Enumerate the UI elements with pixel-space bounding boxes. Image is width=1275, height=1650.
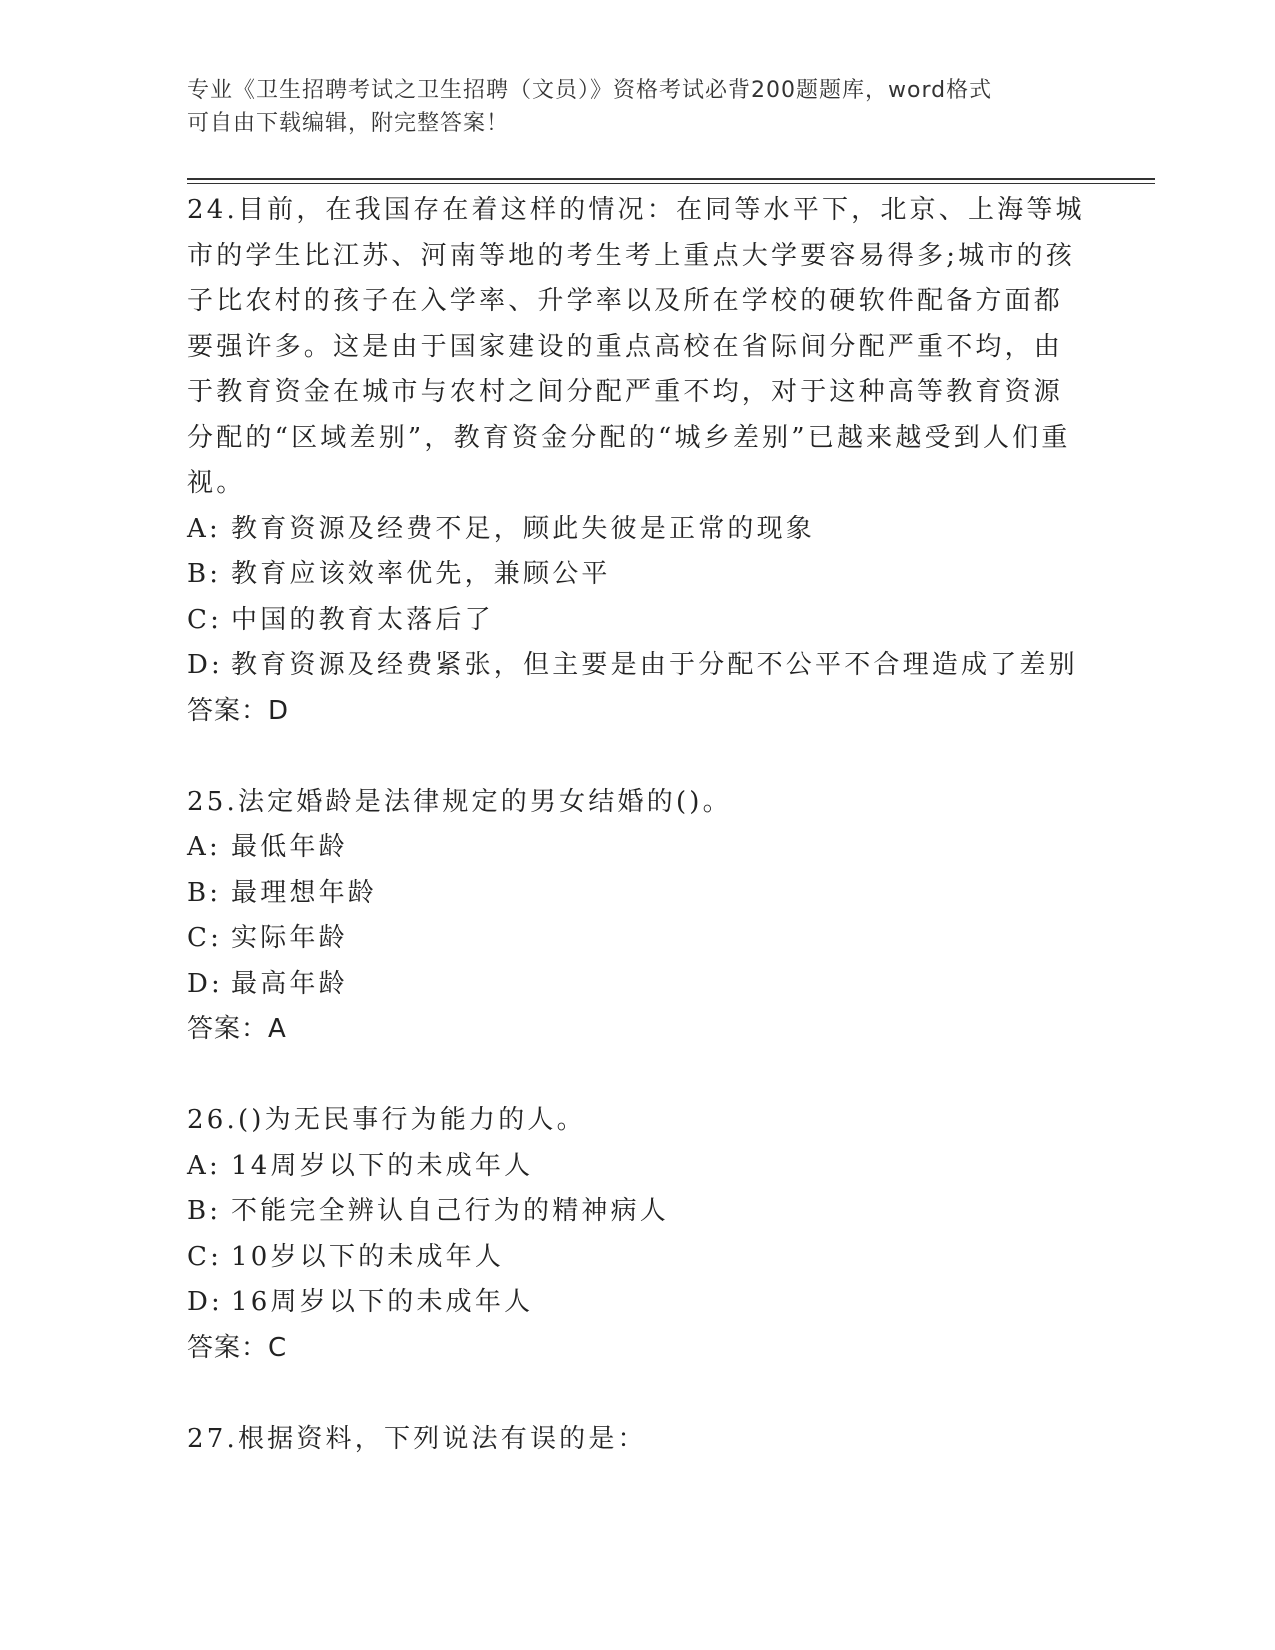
question-26 <box>187 1098 1087 1371</box>
option-text: 实际年龄 <box>231 923 348 953</box>
option-key: B: <box>187 559 222 589</box>
header-line-2: 可自由下载编辑，附完整答案！ <box>187 111 510 136</box>
option-c <box>187 598 1087 644</box>
option-key: A: <box>187 1150 221 1181</box>
question-stem: 24.目前，在我国存在着这样的情况：在同等水平下，北京、上海等城市的学生比江苏、河南等地的考生考上重点大学要容易得多;城市的孩子比农村的孩子在入学率、升学率以及所在学校的硬软件配备方面都要强许多。这是由于国家建设的重点高校在省际间分配严重不均，由于教育资金在城市与农村之间分配严重不均，对于这种高等教育资源分配的“区域差别”，教育资金分配的“城乡差别”已越来越受到人们重视。 <box>187 195 1085 498</box>
option-a <box>187 825 1087 871</box>
option-text: 最理想年龄 <box>231 877 378 908</box>
option-c <box>187 916 1087 962</box>
question-stem: 27.根据资料，下列说法有误的是： <box>187 1423 647 1454</box>
option-text: 14周岁以下的未成年人 <box>231 1150 534 1181</box>
option-key: B: <box>187 1196 222 1226</box>
question-stem: 25.法定婚龄是法律规定的男女结婚的()。 <box>187 786 732 817</box>
option-d <box>187 962 1087 1008</box>
option-key: D: <box>187 968 224 999</box>
option-b <box>187 552 1087 598</box>
option-key: A: <box>187 832 221 862</box>
answer-line: 答案：C <box>187 1332 288 1363</box>
question-stem: 26.()为无民事行为能力的人。 <box>187 1105 586 1135</box>
option-key: D: <box>187 1287 224 1317</box>
option-key: C: <box>187 1241 223 1272</box>
question-27 <box>187 1417 1087 1463</box>
option-key: B: <box>187 877 222 908</box>
option-key: A: <box>187 513 221 544</box>
option-d <box>187 1280 1087 1326</box>
option-text: 最高年龄 <box>231 968 348 999</box>
option-text: 不能完全辨认自己行为的精神病人 <box>231 1196 670 1226</box>
question-25 <box>187 780 1087 1053</box>
question-list <box>187 188 1087 1508</box>
option-c <box>187 1235 1087 1281</box>
option-text: 教育资源及经费不足，顾此失彼是正常的现象 <box>231 513 816 544</box>
option-text: 最低年龄 <box>231 832 348 862</box>
option-d <box>187 643 1087 689</box>
document-header <box>187 74 1087 140</box>
option-a <box>187 507 1087 553</box>
option-b <box>187 871 1087 917</box>
option-b <box>187 1189 1087 1235</box>
option-a <box>187 1144 1087 1190</box>
answer-line: 答案：A <box>187 1014 287 1044</box>
option-text: 中国的教育太落后了 <box>231 604 494 635</box>
option-text: 10岁以下的未成年人 <box>231 1241 505 1272</box>
option-text: 16周岁以下的未成年人 <box>231 1287 534 1317</box>
option-key: C: <box>187 604 223 635</box>
option-key: C: <box>187 923 223 953</box>
option-text: 教育资源及经费紧张，但主要是由于分配不公平不合理造成了差别 <box>231 650 1078 680</box>
header-line-1: 专业《卫生招聘考试之卫生招聘（文员）》资格考试必背200题题库，word格式 <box>187 78 993 103</box>
header-divider-thin <box>187 183 1155 184</box>
option-text: 教育应该效率优先，兼顾公平 <box>231 559 611 589</box>
question-24 <box>187 188 1087 734</box>
header-divider-thick <box>187 178 1155 180</box>
answer-line: 答案：D <box>187 695 290 726</box>
option-key: D: <box>187 650 224 680</box>
